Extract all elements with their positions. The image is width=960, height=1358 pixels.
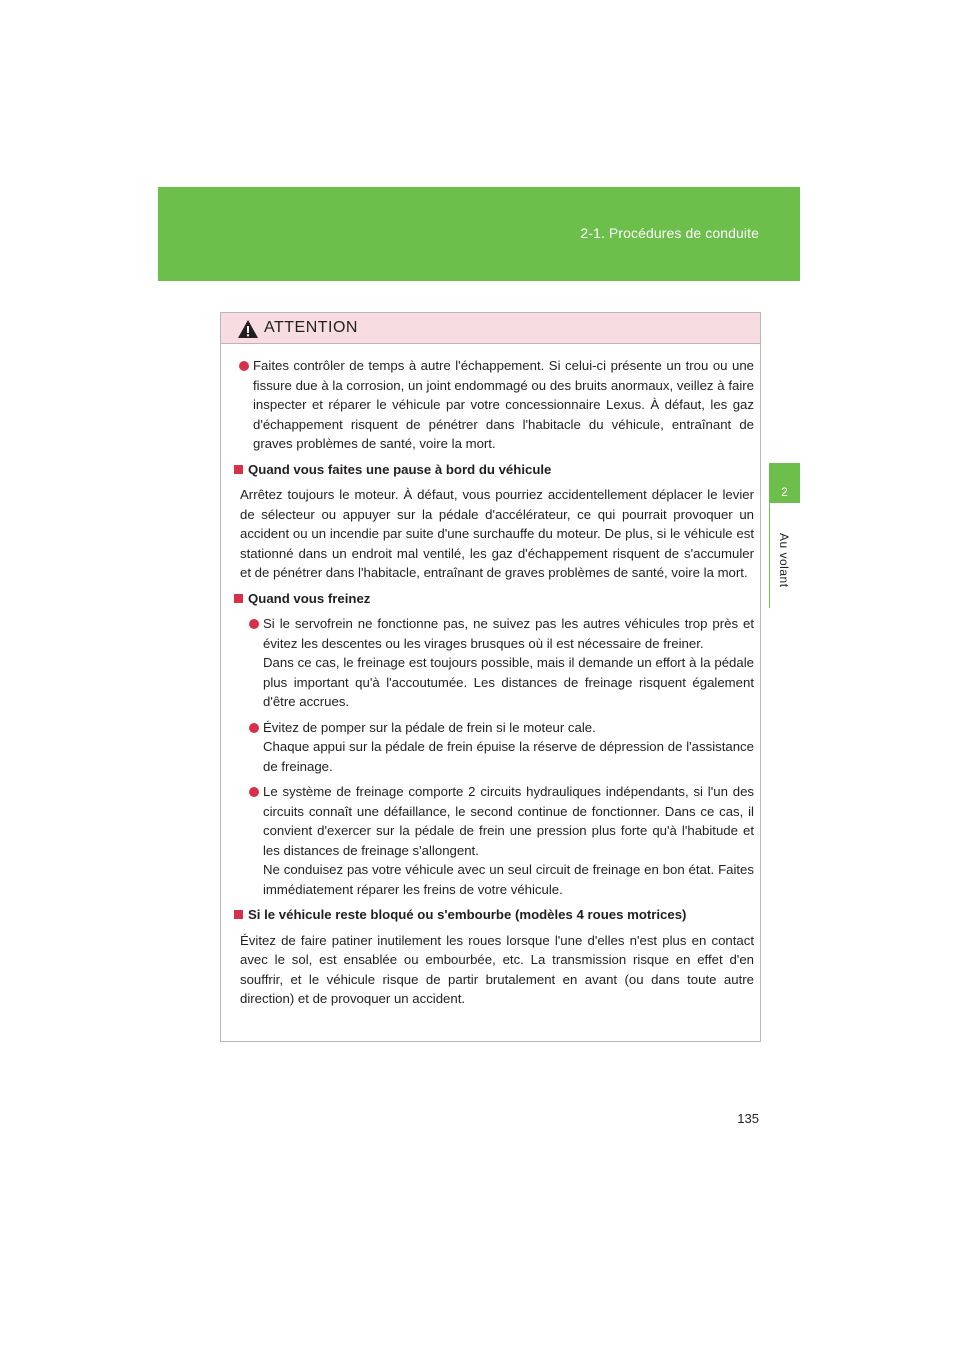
bullet-text: Faites contrôler de temps à autre l'échappement. Si celui-ci présente un trou ou une fissure due à la corrosion, un joint endommagé ou des bruits anormaux, veillez à faire inspecter et réparer le véhicule par votre concessionnaire Lexus. À défaut, les gaz d'échappement risquent de pénétrer dans l'habitacle du véhicule, entraînant de graves problèmes de santé, voire la mort. [253, 358, 754, 451]
bullet-icon [249, 787, 259, 797]
bullet-icon [249, 723, 259, 733]
chapter-label: Au volant [777, 533, 791, 588]
section-heading-text: Si le véhicule reste bloqué ou s'embourbe (modèles 4 roues motrices) [248, 907, 687, 922]
chapter-number: 2 [781, 485, 788, 499]
chapter-tab [769, 463, 800, 503]
page-number: 135 [737, 1111, 759, 1126]
section-title: 2-1. Procédures de conduite [580, 225, 759, 241]
section-heading [230, 905, 754, 925]
chapter-header-band [158, 187, 800, 281]
section-heading [230, 589, 754, 609]
list-item [230, 782, 754, 899]
square-bullet-icon [234, 465, 243, 474]
bullet-icon [239, 361, 249, 371]
section-paragraph: Évitez de faire patiner inutilement les roues lorsque l'une d'elles n'est plus en contact avec le sol, est ensablée ou embourbée, etc. La transmission risque en effet d'en souffrir, et le véhicule risque de partir brutalement en avant (ou dans toute autre direction) et de provoquer un accident. [240, 932, 754, 1006]
bullet-text-continuation: Chaque appui sur la pédale de frein épuise la réserve de dépression de l'assistance de freinage. [263, 739, 754, 774]
square-bullet-icon [234, 594, 243, 603]
section-paragraph: Arrêtez toujours le moteur. À défaut, vous pourriez accidentellement déplacer le levier de sélecteur ou appuyer sur la pédale d'accélérateur, ce qui pourrait provoquer un accident ou un incendie par suite d'une surchauffe du moteur. De plus, si le véhicule est stationné dans un endroit mal ventilé, les gaz d'échappement risquent de s'accumuler et de pénétrer dans l'habitacle, entraînant de graves problèmes de santé, voire la mort. [240, 487, 754, 580]
warning-box [220, 312, 761, 1042]
bullet-icon [249, 619, 259, 629]
square-bullet-icon [234, 910, 243, 919]
section-heading-text: Quand vous freinez [248, 590, 371, 606]
chapter-side-strip [769, 503, 800, 608]
bullet-text: Le système de freinage comporte 2 circuits hydrauliques indépendants, si l'un des circuits connaît une défaillance, le second continue de fonctionner. Dans ce cas, il convient d'exercer sur la pédale de frein une pression plus forte qu'à l'habitude et les distances de freinage s'allongent. [263, 784, 754, 858]
list-item [230, 718, 754, 777]
warning-title: ATTENTION [264, 319, 358, 336]
bullet-text: Si le servofrein ne fonctionne pas, ne suivez pas les autres véhicules trop près et évitez les descentes ou les virages brusques où il est nécessaire de freiner. [263, 616, 754, 651]
bullet-text-continuation: Ne conduisez pas votre véhicule avec un seul circuit de freinage en bon état. Faites immédiatement réparer les freins de votre véhicule. [263, 862, 754, 897]
list-item [230, 614, 754, 712]
warning-body [221, 344, 760, 1009]
section-heading [230, 460, 754, 480]
bullet-text: Évitez de pomper sur la pédale de frein si le moteur cale. [263, 719, 596, 735]
warning-header [221, 313, 760, 344]
section-heading-text: Quand vous faites une pause à bord du véhicule [248, 461, 552, 477]
bullet-text-continuation: Dans ce cas, le freinage est toujours possible, mais il demande un effort à la pédale plus important qu'à l'accoutumée. Les distances de freinage risquent également d'être accrues. [263, 655, 754, 709]
warning-triangle-icon [237, 319, 259, 339]
list-item [230, 356, 754, 454]
